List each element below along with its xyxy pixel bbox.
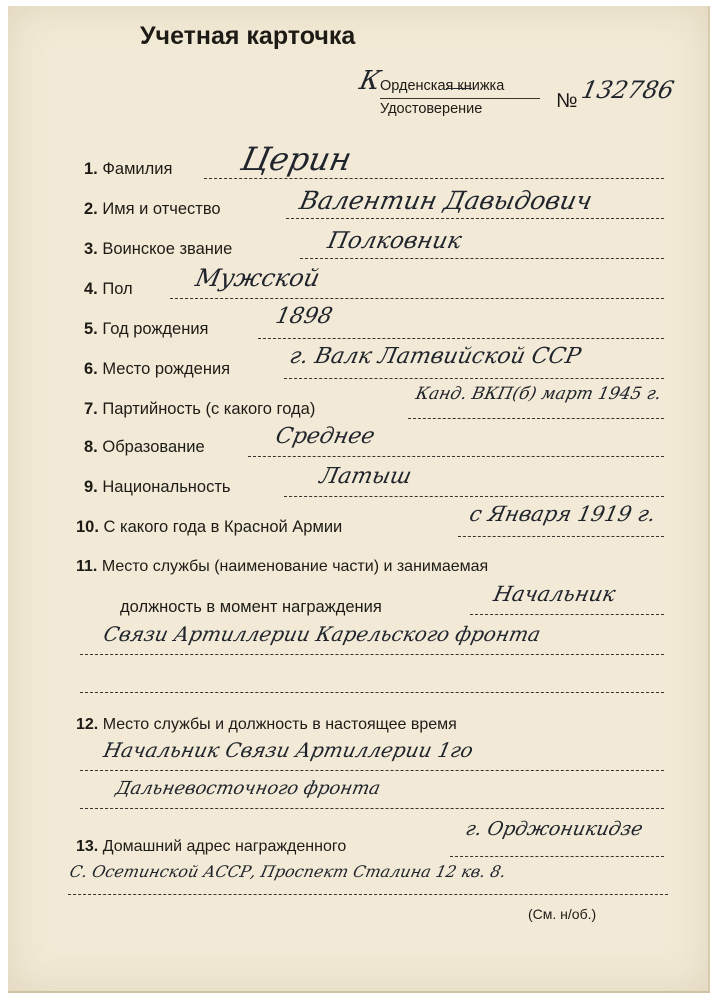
field-surname-label: 1. Фамилия	[84, 160, 173, 178]
field-current-service-line-2	[80, 808, 664, 809]
field-name-value: Валентин Давыдович	[296, 186, 596, 215]
field-sex-line	[170, 298, 664, 299]
doc-type-certificate: Удостоверение	[380, 101, 483, 117]
number-value: 132786	[579, 76, 677, 104]
field-name-line	[286, 218, 664, 219]
field-party-label: 7. Партийность (с какого года)	[84, 400, 316, 418]
see-reverse-note: (См. н/об.)	[528, 906, 597, 922]
doc-type-strike-mark	[446, 88, 472, 89]
field-surname-value: Церин	[237, 140, 356, 178]
field-current-service-value: Начальник Связи Артиллерии 1го	[101, 738, 476, 762]
number-label: №	[556, 90, 578, 112]
field-current-service-label: 12. Место службы и должность в настоящее время	[76, 716, 457, 733]
field-service-award-line-3	[80, 692, 664, 693]
field-home-address-line-2	[68, 894, 668, 895]
field-rank-value: Полковник	[325, 228, 464, 254]
field-current-service-value-2: Дальневосточного фронта	[113, 778, 383, 799]
doc-type-order-book: Орденская книжка	[380, 78, 505, 94]
field-home-address-line-1	[450, 856, 664, 857]
field-sex-label: 4. Пол	[84, 280, 133, 298]
field-service-award-line-2	[80, 654, 664, 655]
field-birthyear-line	[258, 338, 664, 339]
award-record-card	[8, 6, 710, 993]
field-rank-label: 3. Воинское звание	[84, 240, 233, 258]
field-birthyear-label: 5. Год рождения	[84, 320, 209, 338]
card-title: Учетная карточка	[140, 22, 356, 50]
field-home-address-value-2: С. Осетинской АССР, Проспект Сталина 12 кв. 8.	[67, 862, 508, 881]
field-birthplace-line	[284, 378, 664, 379]
field-birthplace-label: 6. Место рождения	[84, 360, 231, 378]
field-service-award-line-1	[470, 614, 664, 615]
field-home-address-value: г. Орджоникидзе	[463, 818, 645, 840]
field-army-since-label: 10. С какого года в Красной Армии	[76, 518, 343, 536]
field-army-since-value: с Января 1919 г.	[467, 502, 658, 526]
field-birthplace-value: г. Валк Латвийской ССР	[287, 344, 584, 369]
field-nationality-value: Латыш	[317, 464, 414, 489]
field-sex-value: Мужской	[193, 264, 323, 292]
field-service-award-value-2: Связи Артиллерии Карельского фронта	[101, 622, 543, 646]
field-birthyear-value: 1898	[273, 304, 335, 329]
field-current-service-line-1	[80, 770, 664, 771]
field-education-line	[248, 456, 664, 457]
field-nationality-label: 9. Национальность	[84, 478, 231, 496]
field-service-award-label: 11. Место службы (наименование части) и занимаемая	[76, 558, 489, 575]
field-service-award-label-2: должность в момент награждения	[120, 598, 382, 616]
doc-type-hand-mark: К	[356, 66, 384, 96]
field-surname-line	[204, 178, 664, 179]
doc-type-divider	[380, 98, 540, 99]
field-service-award-value: Начальник	[491, 582, 618, 606]
field-home-address-label: 13. Домашний адрес награжденного	[76, 838, 347, 855]
field-education-value: Среднее	[273, 424, 378, 449]
field-rank-line	[300, 258, 664, 259]
field-army-since-line	[458, 536, 664, 537]
field-nationality-line	[284, 496, 664, 497]
field-education-label: 8. Образование	[84, 438, 205, 456]
field-party-value: Канд. ВКП(б) март 1945 г.	[413, 384, 664, 404]
field-party-line	[408, 418, 664, 419]
field-name-label: 2. Имя и отчество	[84, 200, 221, 218]
